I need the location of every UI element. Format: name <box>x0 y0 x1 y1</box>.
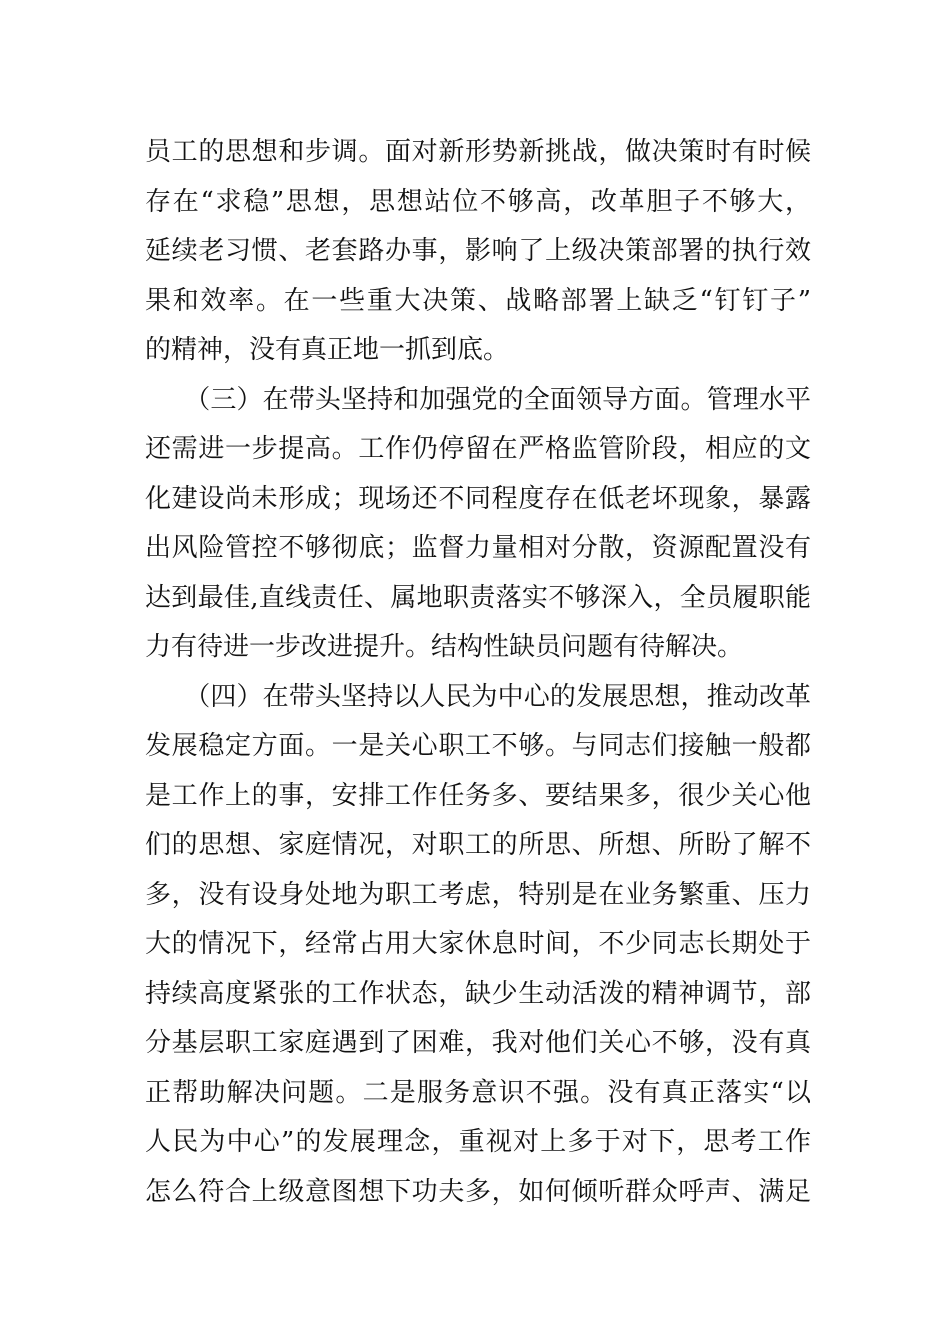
text-line: 发展稳定方面。一是关心职工不够。与同志们接触一般都 <box>145 731 811 761</box>
document-body <box>145 128 811 1217</box>
text-line: （四）在带头坚持以人民为中心的发展思想，推动改革 <box>145 681 811 712</box>
text-line: 力有待进一步改进提升。结构性缺员问题有待解决。 <box>145 632 744 662</box>
text-line: 果和效率。在一些重大决策、战略部署上缺乏“钉钉子” <box>145 285 811 316</box>
text-line: 怎么符合上级意图想下功夫多，如何倾听群众呼声、满足 <box>145 1176 811 1207</box>
text-line: 多，没有设身处地为职工考虑，特别是在业务繁重、压力 <box>145 879 811 910</box>
text-line: 还需进一步提高。工作仍停留在严格监管阶段，相应的文 <box>145 434 811 464</box>
text-line: 存在“求稳”思想，思想站位不够高，改革胆子不够大， <box>145 186 811 217</box>
text-line: 们的思想、家庭情况，对职工的所思、所想、所盼了解不 <box>145 830 811 860</box>
text-line: 出风险管控不够彻底；监督力量相对分散，资源配置没有 <box>145 533 811 563</box>
text-line: 人民为中心”的发展理念，重视对上多于对下，思考工作 <box>145 1127 811 1157</box>
text-line: 是工作上的事，安排工作任务多、要结果多，很少关心他 <box>145 780 811 811</box>
text-line: （三）在带头坚持和加强党的全面领导方面。管理水平 <box>145 384 811 415</box>
text-line: 达到最佳,直线责任、属地职责落实不够深入，全员履职能 <box>145 582 811 613</box>
text-line: 正帮助解决问题。二是服务意识不强。没有真正落实“以 <box>145 1077 811 1108</box>
text-line: 员工的思想和步调。面对新形势新挑战，做决策时有时候 <box>145 137 811 167</box>
text-line: 的精神，没有真正地一抓到底。 <box>145 335 510 365</box>
text-line: 化建设尚未形成；现场还不同程度存在低老坏现象，暴露 <box>145 483 811 514</box>
text-line: 分基层职工家庭遇到了困难，我对他们关心不够，没有真 <box>145 1028 811 1058</box>
text-line: 持续高度紧张的工作状态，缺少生动活泼的精神调节，部 <box>145 978 811 1009</box>
text-line: 大的情况下，经常占用大家休息时间，不少同志长期处于 <box>145 929 811 959</box>
text-line: 延续老习惯、老套路办事，影响了上级决策部署的执行效 <box>145 236 811 266</box>
